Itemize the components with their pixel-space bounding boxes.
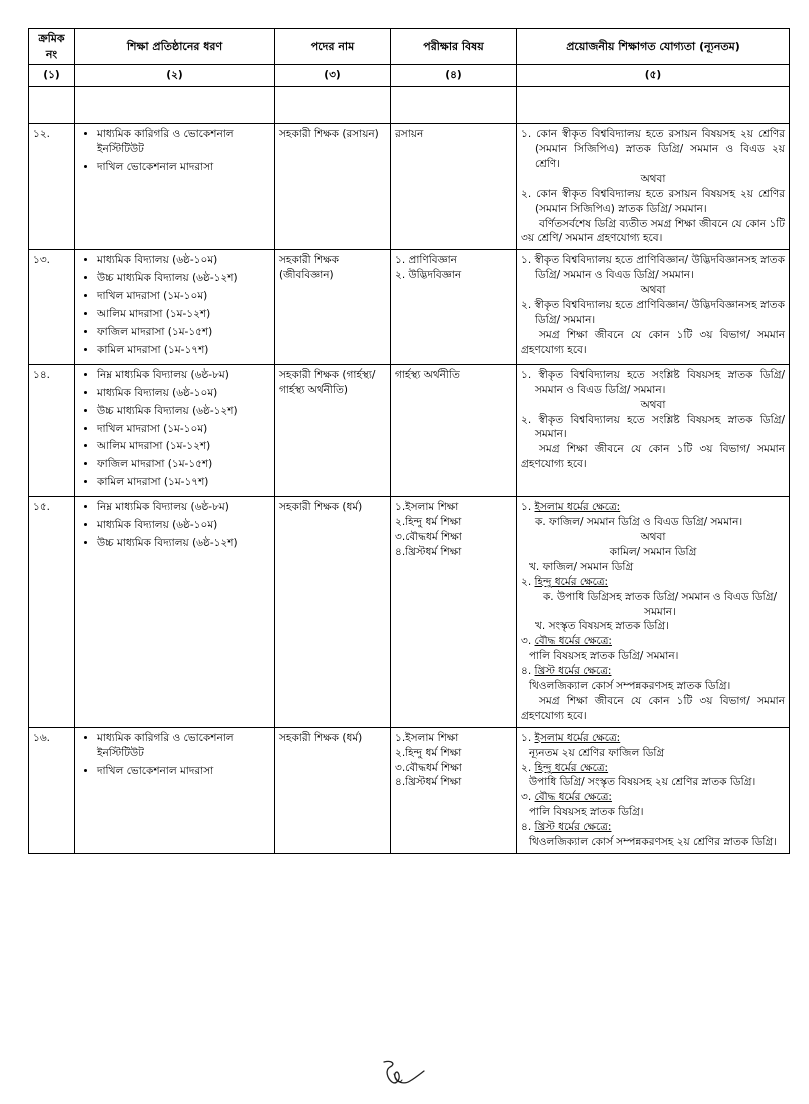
column-number: (১) — [29, 65, 75, 87]
qualification-option: থিওলজিক্যাল কোর্স সম্পন্নকরণসহ স্নাতক ডিগ্রি। — [529, 680, 731, 693]
subject-cell — [391, 497, 517, 728]
institution-item: • দাখিল মাদরাসা (১ম-১০ম) — [97, 289, 270, 304]
qualification-note: সমগ্র শিক্ষা জীবনে যে কোন ১টি ৩য় বিভাগ/ সমমান গ্রহণযোগ্য হবে। — [521, 694, 785, 722]
institution-item: • দাখিল ভোকেশনাল মাদরাসা — [97, 764, 270, 779]
qualification-note: বর্ণিতসর্বশেষ ডিগ্রি ব্যতীত সমগ্র শিক্ষা জীবনে যে কোন ১টি ৩য় শ্রেণি/ সমমান গ্রহণযোগ্য হবে। — [521, 217, 785, 245]
qualification-cell — [517, 124, 790, 250]
institution-item: • কামিল মাদরাসা (১ম-১৭শ) — [97, 343, 270, 358]
post-cell: সহকারী শিক্ষক (জীববিজ্ঞান) — [275, 250, 391, 364]
header-row — [29, 29, 790, 65]
subject-item: ১.ইসলাম শিক্ষা — [395, 501, 459, 514]
religion-heading: ১. ইসলাম ধর্মের ক্ষেত্রে: — [521, 501, 621, 514]
institution-item: • উচ্চ মাধ্যমিক বিদ্যালয় (৬ষ্ঠ-১২শ) — [97, 271, 270, 286]
qualification-option: খ. সংস্কৃত বিষয়সহ স্নাতক ডিগ্রি। — [535, 620, 670, 633]
serial-cell: ১৩. — [29, 250, 75, 364]
institution-cell — [75, 250, 275, 364]
subject-item: ৩.বৌদ্ধধর্ম শিক্ষা — [395, 530, 462, 543]
table-row — [29, 124, 790, 250]
institution-cell — [75, 727, 275, 853]
religion-heading: ১. ইসলাম ধর্মের ক্ষেত্রে: — [521, 731, 621, 744]
column-number: (৩) — [275, 65, 391, 87]
header-exam-subject: পরীক্ষার বিষয় — [391, 29, 517, 65]
subject-cell — [391, 364, 517, 496]
subject-cell — [391, 124, 517, 250]
post-cell: সহকারী শিক্ষক (ধর্ম) — [275, 497, 391, 728]
subject-item: ২. উদ্ভিদবিজ্ঞান — [395, 269, 462, 282]
subject-item: ১.ইসলাম শিক্ষা — [395, 731, 459, 744]
or-separator: অথবা — [640, 172, 666, 185]
qualification-option: কামিল/ সমমান ডিগ্রি — [609, 545, 697, 558]
qualification-option: ১. কোন স্বীকৃত বিশ্ববিদ্যালয় হতে রসায়ন বিষয়সহ ২য় শ্রেণির (সমমান সিজিপিএ) স্নাতক ডিগ্রি/ সমমান ও বিএড ২য় শ্রেণি। — [521, 128, 785, 170]
institution-item: • নিম্ন মাধ্যমিক বিদ্যালয় (৬ষ্ঠ-৮ম) — [97, 368, 270, 383]
institution-item: • মাধ্যমিক কারিগরি ও ভোকেশনাল ইনস্টিটিউট — [97, 731, 270, 761]
institution-item: • দাখিল ভোকেশনাল মাদরাসা — [97, 160, 270, 175]
qualification-option: ২. কোন স্বীকৃত বিশ্ববিদ্যালয় হতে রসায়ন বিষয়সহ ২য় শ্রেণির (সমমান সিজিপিএ) স্নাতক ডিগ্রি/ সমমান। — [521, 187, 785, 215]
qualification-note: সমগ্র শিক্ষা জীবনে যে কোন ১টি ৩য় বিভাগ/ সমমান গ্রহণযোগ্য হবে। — [521, 443, 785, 471]
signature-mark — [378, 1058, 428, 1092]
subject-item: ৩.বৌদ্ধধর্ম শিক্ষা — [395, 761, 462, 774]
qualification-option: উপাধি ডিগ্রি/ সংস্কৃত বিষয়সহ ২য় শ্রেণির স্নাতক ডিগ্রি। — [529, 776, 756, 789]
serial-cell: ১৪. — [29, 364, 75, 496]
qualification-cell — [517, 364, 790, 496]
subject-cell — [391, 250, 517, 364]
subject-item: ১. প্রাণিবিজ্ঞান — [395, 254, 457, 267]
subject-item: রসায়ন — [395, 128, 424, 141]
qualification-option: ক. উপাধি ডিগ্রিসহ স্নাতক ডিগ্রি/ সমমান ও বিএড ডিগ্রি/ সমমান। — [542, 590, 778, 618]
institution-item: • নিম্ন মাধ্যমিক বিদ্যালয় (৬ষ্ঠ-৮ম) — [97, 500, 270, 515]
qualification-cell — [517, 727, 790, 853]
qualification-option: ন্যূনতম ২য় শ্রেণির ফাজিল ডিগ্রি — [529, 746, 665, 759]
header-qualification: প্রয়োজনীয় শিক্ষাগত যোগ্যতা (ন্যূনতম) — [517, 29, 790, 65]
qualification-table — [28, 28, 790, 854]
qualification-option: ২. স্বীকৃত বিশ্ববিদ্যালয় হতে সংশ্লিষ্ট বিষয়সহ স্নাতক ডিগ্রি/ সমমান। — [521, 413, 785, 441]
header-post-name: পদের নাম — [275, 29, 391, 65]
institution-item: • ফাজিল মাদরাসা (১ম-১৫শ) — [97, 325, 270, 340]
institution-item: • ফাজিল মাদরাসা (১ম-১৫শ) — [97, 457, 270, 472]
qualification-option: পালি বিষয়সহ স্নাতক ডিগ্রি/ সমমান। — [529, 650, 679, 663]
column-number-row — [29, 65, 790, 87]
table-row — [29, 250, 790, 364]
qualification-option: পালি বিষয়সহ স্নাতক ডিগ্রি। — [529, 806, 644, 819]
serial-cell: ১৫. — [29, 497, 75, 728]
institution-item: • মাধ্যমিক কারিগরি ও ভোকেশনাল ইনস্টিটিউট — [97, 127, 270, 157]
religion-heading: ৩. বৌদ্ধ ধর্মের ক্ষেত্রে: — [521, 791, 612, 804]
institution-item: • মাধ্যমিক বিদ্যালয় (৬ষ্ঠ-১০ম) — [97, 386, 270, 401]
qualification-option: ২. স্বীকৃত বিশ্ববিদ্যালয় হতে প্রাণিবিজ্ঞান/ উদ্ভিদবিজ্ঞানসহ স্নাতক ডিগ্রি/ সমমান। — [521, 299, 785, 326]
post-cell: সহকারী শিক্ষক (রসায়ন) — [275, 124, 391, 250]
serial-cell: ১৬. — [29, 727, 75, 853]
religion-heading: ৪. খ্রিস্ট ধর্মের ক্ষেত্রে: — [521, 821, 612, 834]
institution-cell — [75, 497, 275, 728]
subject-item: ২.হিন্দু ধর্ম শিক্ষা — [395, 516, 462, 529]
qualification-option: থিওলজিক্যাল কোর্স সম্পন্নকরণসহ ২য় শ্রেণির স্নাতক ডিগ্রি। — [529, 836, 777, 849]
institution-cell — [75, 364, 275, 496]
table-row — [29, 727, 790, 853]
religion-heading: ৪. খ্রিস্ট ধর্মের ক্ষেত্রে: — [521, 665, 612, 678]
institution-cell — [75, 124, 275, 250]
institution-item: • কামিল মাদরাসা (১ম-১৭শ) — [97, 475, 270, 490]
subject-item: ৪.খ্রিস্টধর্ম শিক্ষা — [395, 545, 462, 558]
subject-cell — [391, 727, 517, 853]
subject-item: ৪.খ্রিস্টধর্ম শিক্ষা — [395, 776, 462, 789]
qualification-cell — [517, 250, 790, 364]
qualification-option: ১. স্বীকৃত বিশ্ববিদ্যালয় হতে প্রাণিবিজ্ঞান/ উদ্ভিদবিজ্ঞানসহ স্নাতক ডিগ্রি/ সমমান ও বিএড ডিগ্রি/ সমমান। — [521, 254, 785, 282]
qualification-option: ক. ফাজিল/ সমমান ডিগ্রি ও বিএড ডিগ্রি/ সমমান। — [535, 516, 743, 529]
or-separator: অথবা — [640, 530, 666, 543]
post-cell: সহকারী শিক্ষক (গার্হস্থ্য/ গার্হস্থ্য অর্থনীতি) — [275, 364, 391, 496]
serial-cell: ১২. — [29, 124, 75, 250]
column-number: (৪) — [391, 65, 517, 87]
institution-item: • আলিম মাদরাসা (১ম-১২শ) — [97, 307, 270, 322]
institution-item: • দাখিল মাদরাসা (১ম-১০ম) — [97, 422, 270, 437]
column-number: (২) — [75, 65, 275, 87]
qualification-note: সমগ্র শিক্ষা জীবনে যে কোন ১টি ৩য় বিভাগ/ সমমান গ্রহণযোগ্য হবে। — [521, 328, 785, 356]
institution-item: • উচ্চ মাধ্যমিক বিদ্যালয় (৬ষ্ঠ-১২শ) — [97, 536, 270, 551]
empty-row — [29, 87, 790, 124]
subject-item: গার্হস্থ্য অর্থনীতি — [395, 368, 460, 381]
religion-heading: ২. হিন্দু ধর্মের ক্ষেত্রে: — [521, 575, 609, 588]
religion-heading: ২. হিন্দু ধর্মের ক্ষেত্রে: — [521, 761, 609, 774]
institution-item: • উচ্চ মাধ্যমিক বিদ্যালয় (৬ষ্ঠ-১২শ) — [97, 404, 270, 419]
religion-heading: ৩. বৌদ্ধ ধর্মের ক্ষেত্রে: — [521, 635, 612, 648]
header-institution-type: শিক্ষা প্রতিষ্ঠানের ধরণ — [75, 29, 275, 65]
qualification-cell — [517, 497, 790, 728]
subject-item: ২.হিন্দু ধর্ম শিক্ষা — [395, 746, 462, 759]
qualification-option: খ. ফাজিল/ সমমান ডিগ্রি — [529, 560, 634, 573]
header-serial: ক্রমিক নং — [29, 29, 75, 65]
table-row — [29, 364, 790, 496]
or-separator: অথবা — [640, 284, 666, 297]
qualification-option: ১. স্বীকৃত বিশ্ববিদ্যালয় হতে সংশ্লিষ্ট বিষয়সহ স্নাতক ডিগ্রি/ সমমান ও বিএড ডিগ্রি/ সমমান। — [521, 368, 785, 396]
institution-item: • আলিম মাদরাসা (১ম-১২শ) — [97, 439, 270, 454]
institution-item: • মাধ্যমিক বিদ্যালয় (৬ষ্ঠ-১০ম) — [97, 518, 270, 533]
table-row — [29, 497, 790, 728]
institution-item: • মাধ্যমিক বিদ্যালয় (৬ষ্ঠ-১০ম) — [97, 253, 270, 268]
or-separator: অথবা — [640, 398, 666, 411]
column-number: (৫) — [517, 65, 790, 87]
post-cell: সহকারী শিক্ষক (ধর্ম) — [275, 727, 391, 853]
